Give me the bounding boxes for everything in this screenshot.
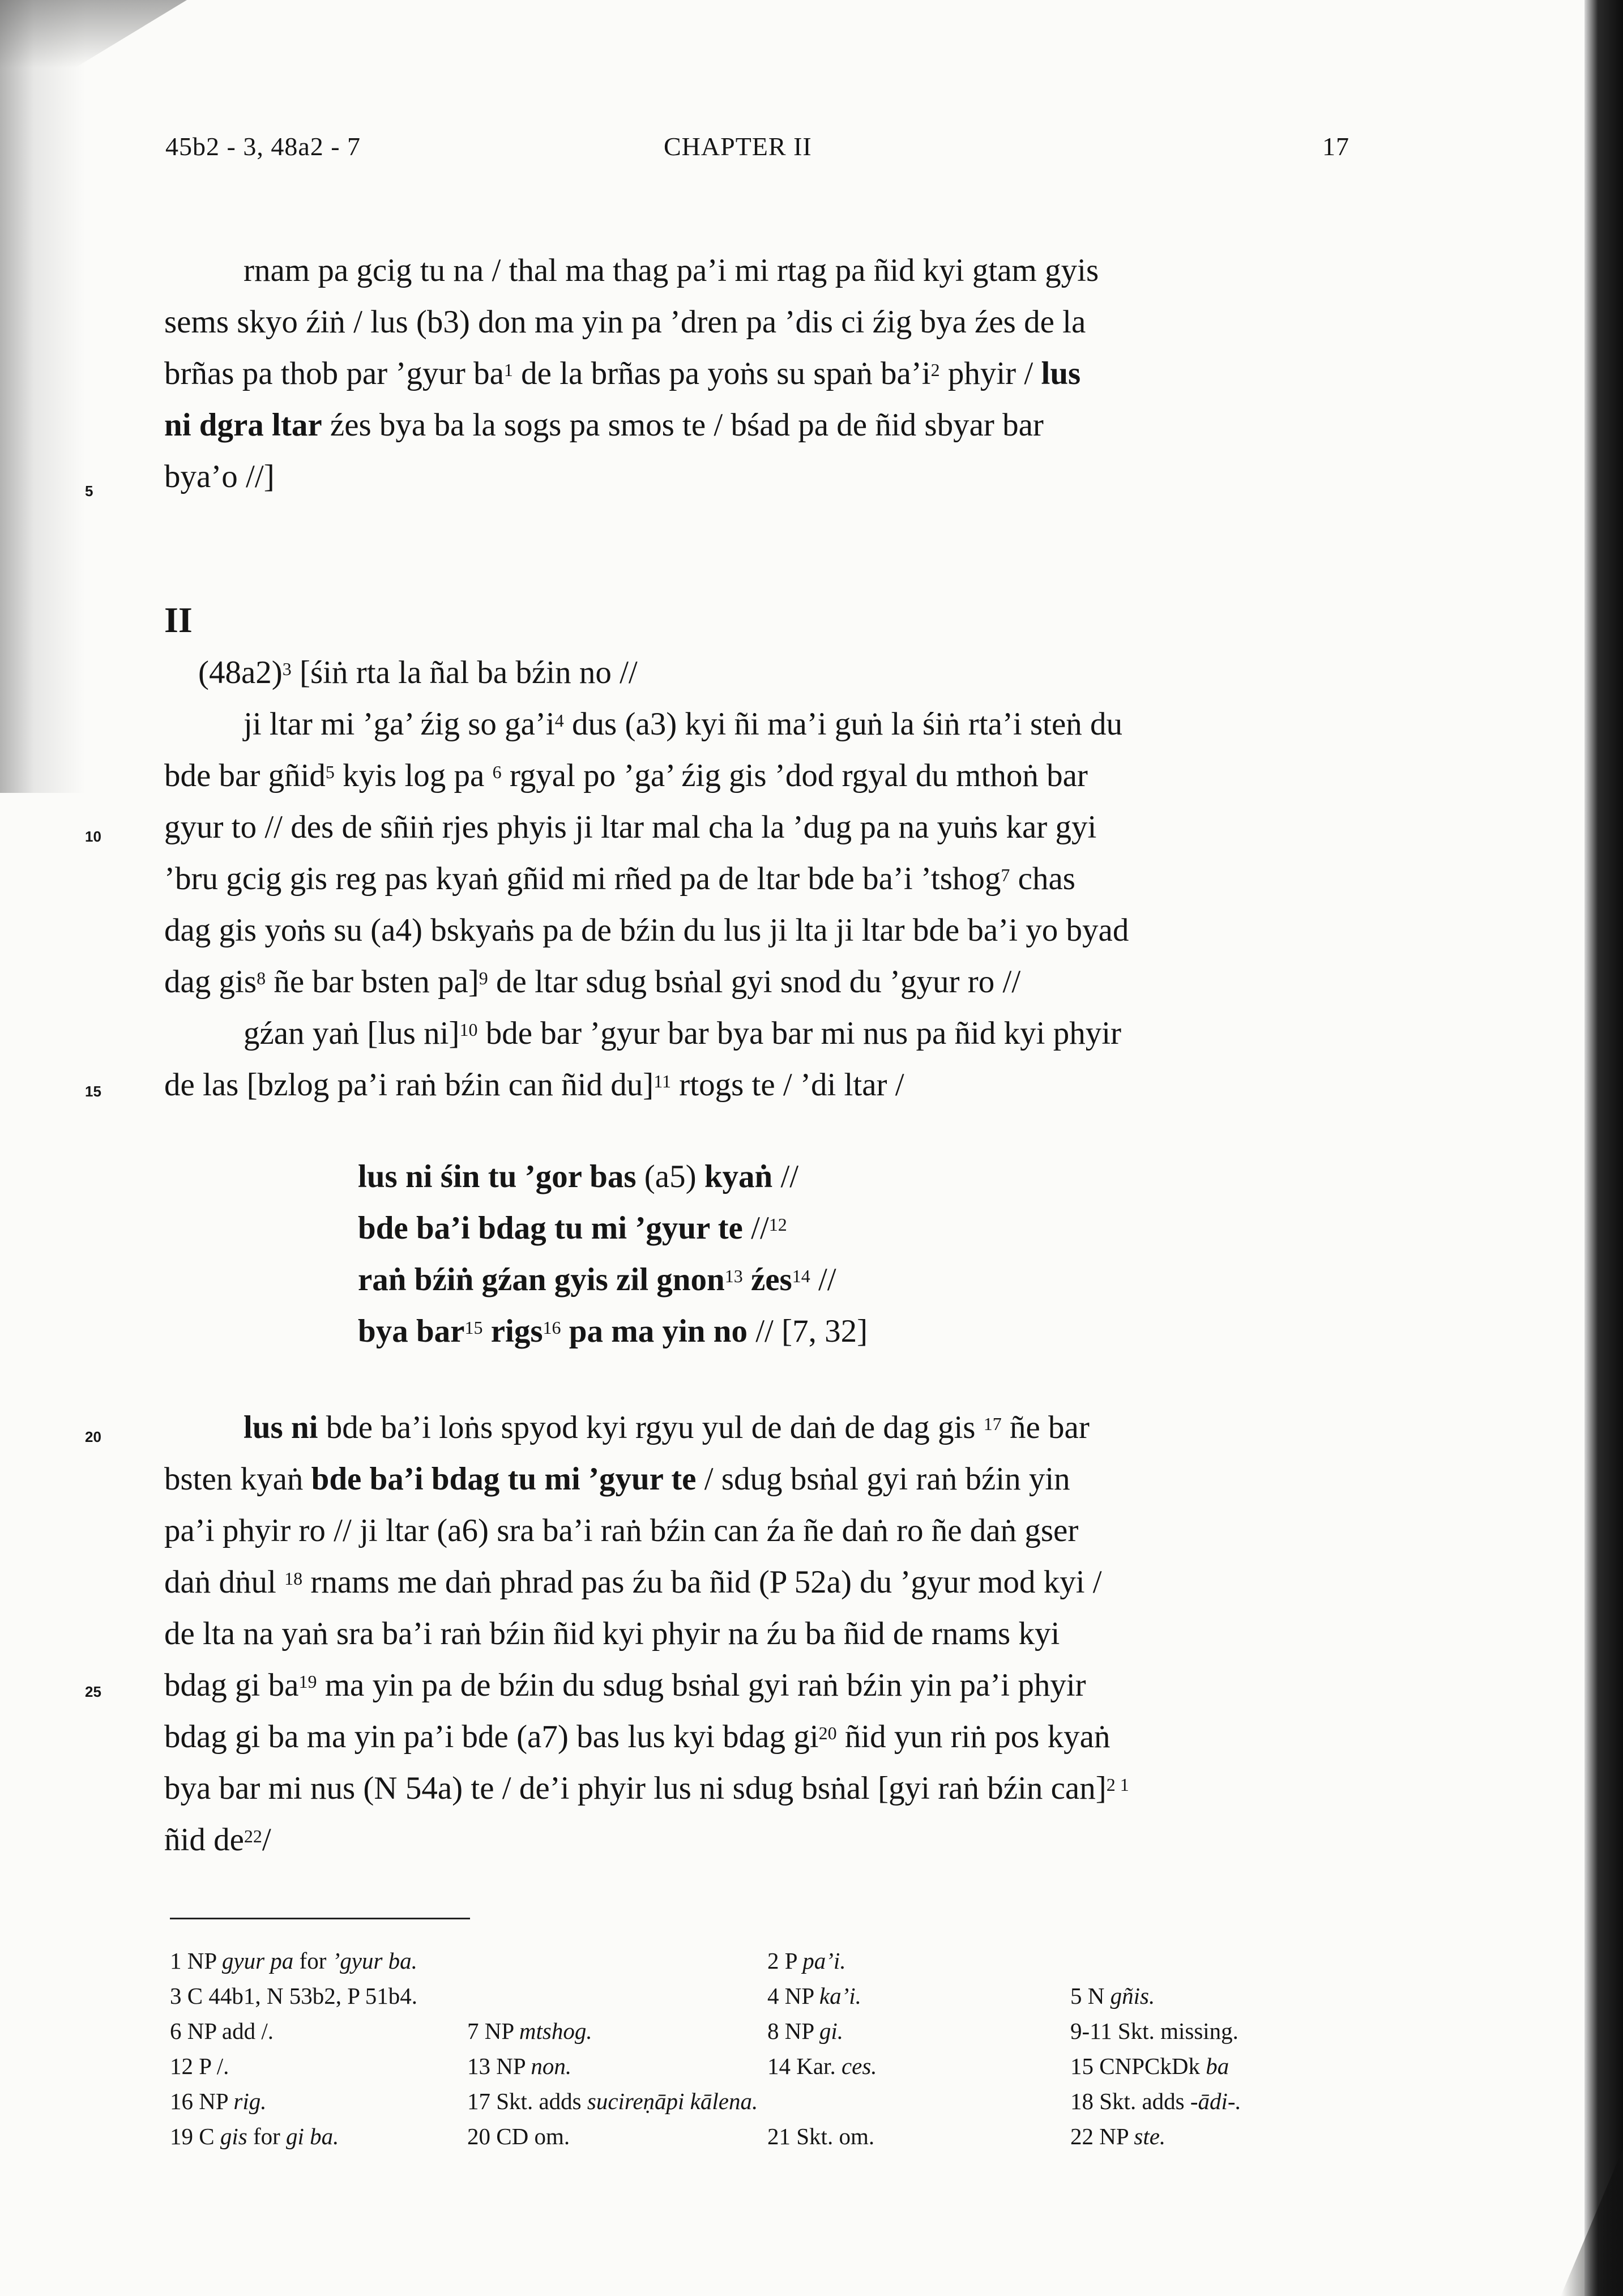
line-number: 5 [85, 483, 93, 500]
text-line: de lta na yaṅ sra ba’i raṅ bźin ñid kyi phyir na źu ba ñid de rnams kyi [164, 1616, 1060, 1651]
text-line: bsten kyaṅ bde ba’i bdag tu mi ’gyur te / sdug bsṅal gyi raṅ bźin yin [164, 1461, 1070, 1497]
footnote-item: 20 CD om. [467, 2123, 570, 2149]
paragraph-1 [164, 245, 1370, 502]
line-number: 10 [85, 828, 101, 845]
verse-line: lus ni śin tu ’gor bas (a5) kyaṅ // [358, 1159, 799, 1194]
text-line: dag gis yoṅs su (a4) bskyaṅs pa de bźin du lus ji lta ji ltar bde ba’i yo byad [164, 912, 1129, 948]
footnote-item: 7 NP mtshog. [467, 2018, 592, 2044]
chapter-title: CHAPTER II [664, 132, 812, 161]
footnote-item: 18 Skt. adds -ādi-. [1070, 2088, 1241, 2114]
footnote-rule [170, 1918, 470, 1919]
footnote-ref: 16 [543, 1317, 561, 1338]
footnote-item: 6 NP add /. [170, 2018, 274, 2044]
footnote-item: 3 C 44b1, N 53b2, P 51b4. [170, 1983, 417, 2009]
text-line: rnam pa gcig tu na / thal ma thag pa’i mi rtag pa ñid kyi gtam gyis [244, 253, 1099, 288]
footnote-ref: 2 [930, 360, 940, 380]
footnote-ref: 7 [1001, 865, 1010, 885]
footnote-ref: 2 1 [1106, 1774, 1129, 1795]
footnote-item: 1 NP gyur pa for ’gyur ba. [170, 1948, 417, 1974]
text-line: sems skyo źiṅ / lus (b3) don ma yin pa ’dren pa ’dis ci źig bya źes de la [164, 304, 1086, 340]
footnote-item: 15 CNPCkDk ba [1070, 2053, 1229, 2079]
footnote-ref: 11 [654, 1071, 671, 1091]
scan-shadow-corner [0, 0, 187, 68]
text-line: ni dgra ltar źes bya ba la sogs pa smos te / bśad pa de ñid sbyar bar [164, 407, 1044, 443]
scan-shadow-left [0, 0, 85, 793]
footnote-item: 9-11 Skt. missing. [1070, 2018, 1238, 2044]
footnote-ref: 8 [257, 968, 266, 988]
text-line: ji ltar mi ’ga’ źig so $ga’i^4$ dus (a3) kyi ñi ma’i guṅ la śiṅ rta’i steṅ du [244, 706, 1123, 742]
footnote-ref: 10 [459, 1019, 478, 1040]
verse-line: bya bar$^{15}$ rigs$^{16}$ pa ma yin no // [7, 32] [358, 1313, 868, 1349]
footnote-item: 17 Skt. adds sucireṇāpi kālena. [467, 2088, 758, 2114]
footnote-ref: 12 [768, 1214, 787, 1235]
line-number: 15 [85, 1083, 101, 1100]
text-line: ’bru gcig gis reg pas kyaṅ gñid mi rñed pa de ltar bde ba’i ’tshog$^7$ chas [164, 861, 1075, 897]
line-number: 20 [85, 1428, 101, 1445]
paragraph-3 [164, 1402, 1370, 1866]
footnote-ref: 1 [503, 360, 513, 380]
footnote-ref: 3 [282, 659, 292, 679]
footnote-ref: 5 [325, 762, 335, 782]
text-line: $(48a2)^3$ [śiṅ rta la ñal ba bźin no // [198, 655, 638, 690]
text-line: bya’o //] [164, 459, 275, 494]
footnote-item: 4 NP ka’i. [767, 1983, 861, 2009]
text-line: pa’i phyir ro // ji ltar (a6) sra ba’i raṅ bźin can źa ñe daṅ ro ñe daṅ gser [164, 1513, 1079, 1548]
footnote-item: 5 N gñis. [1070, 1983, 1155, 2009]
footnote-item: 16 NP rig. [170, 2088, 267, 2114]
footnote-ref: 20 [818, 1723, 837, 1743]
text-line: ñid $de^{22}/$ [164, 1822, 271, 1858]
text-line: daṅ dṅul $^{18}$ rnams me daṅ phrad pas źu ba ñid (P 52a) du ’gyur mod kyi / [164, 1564, 1102, 1600]
text-line: bdag gi ba ma yin pa’i bde (a7) bas lus kyi bdag $gi^{20}$ ñid yun riṅ pos kyaṅ [164, 1719, 1111, 1755]
verse-line: bde ba’i bdag tu mi ’gyur te //$^{12}$ [358, 1210, 787, 1246]
text-line: bdag gi $ba^{19}$ ma yin pa de bźin du sdug bsṅal gyi raṅ bźin yin pa’i phyir [164, 1667, 1086, 1703]
text-line: bya bar mi nus (N 54a) te / de’i phyir lus ni sdug bsṅal [gyi raṅ bźin can]$^{2 1}$ [164, 1770, 1129, 1806]
text-line: brñas pa thob par ’gyur $ba^1$ de la brñas pa yoṅs su spaṅ $ba’i^2$ phyir / lus [164, 356, 1081, 391]
footnote-item: 13 NP non. [467, 2053, 572, 2079]
verse-block [358, 1151, 868, 1357]
footnote-item: 8 NP gi. [767, 2018, 844, 2044]
page-number: 17 [1322, 132, 1349, 161]
footnote-ref: 15 [464, 1317, 483, 1338]
text-line: gyur to // des de sñiṅ rjes phyis ji ltar mal cha la ’dug pa na yuṅs kar gyi [164, 809, 1097, 845]
text-line: gźan yaṅ [lus ni]$^{10}$ bde bar ’gyur bar bya bar mi nus pa ñid kyi phyir [244, 1015, 1122, 1051]
footnote-item: 21 Skt. om. [767, 2123, 875, 2149]
footnote-ref: 22 [244, 1826, 262, 1846]
footnote-ref: 14 [792, 1266, 810, 1286]
section-number: II [164, 600, 193, 640]
text-line: lus ni bde ba’i loṅs spyod kyi rgyu yul de daṅ de dag gis $^{17}$ ñe bar [244, 1410, 1090, 1445]
footnote-item: 12 P /. [170, 2053, 229, 2079]
footnote-item: 22 NP ste. [1070, 2123, 1166, 2149]
footnote-item: 14 Kar. ces. [767, 2053, 877, 2079]
footnote-ref: 6 [492, 762, 502, 782]
verse-line: raṅ bźiṅ gźan gyis zil gnon$^{13}$ źes$^{14}$ // [358, 1262, 836, 1298]
running-head-left: 45b2 - 3, 48a2 - 7 [165, 132, 361, 161]
text-line: de las [bzlog pa’i raṅ bźin can ñid du]$^{11}$ rtogs te / ’di ltar / [164, 1067, 904, 1103]
footnote-ref: 13 [724, 1266, 743, 1286]
scan-edge-right [1584, 0, 1623, 2296]
line-number: 25 [85, 1683, 101, 1700]
footnote-ref: 4 [554, 710, 564, 731]
section-2-body [164, 647, 1370, 1111]
text-line: dag gis$^8$ ñe bar bsten pa]$^9$ de ltar sdug bsṅal gyi snod du ’gyur ro // [164, 964, 1021, 1000]
footnote-item: 19 C gis for gi ba. [170, 2123, 339, 2149]
footnote-ref: 17 [983, 1414, 1002, 1434]
footnote-ref: 18 [284, 1568, 303, 1589]
text-line: bde bar gñid$^5$ kyis log pa $^6$ rgyal po ’ga’ źig gis ’dod rgyal du mthoṅ bar [164, 758, 1088, 793]
footnote-item: 2 P pa’i. [767, 1948, 846, 1974]
footnote-ref: 9 [479, 968, 488, 988]
footnote-ref: 19 [298, 1671, 317, 1692]
